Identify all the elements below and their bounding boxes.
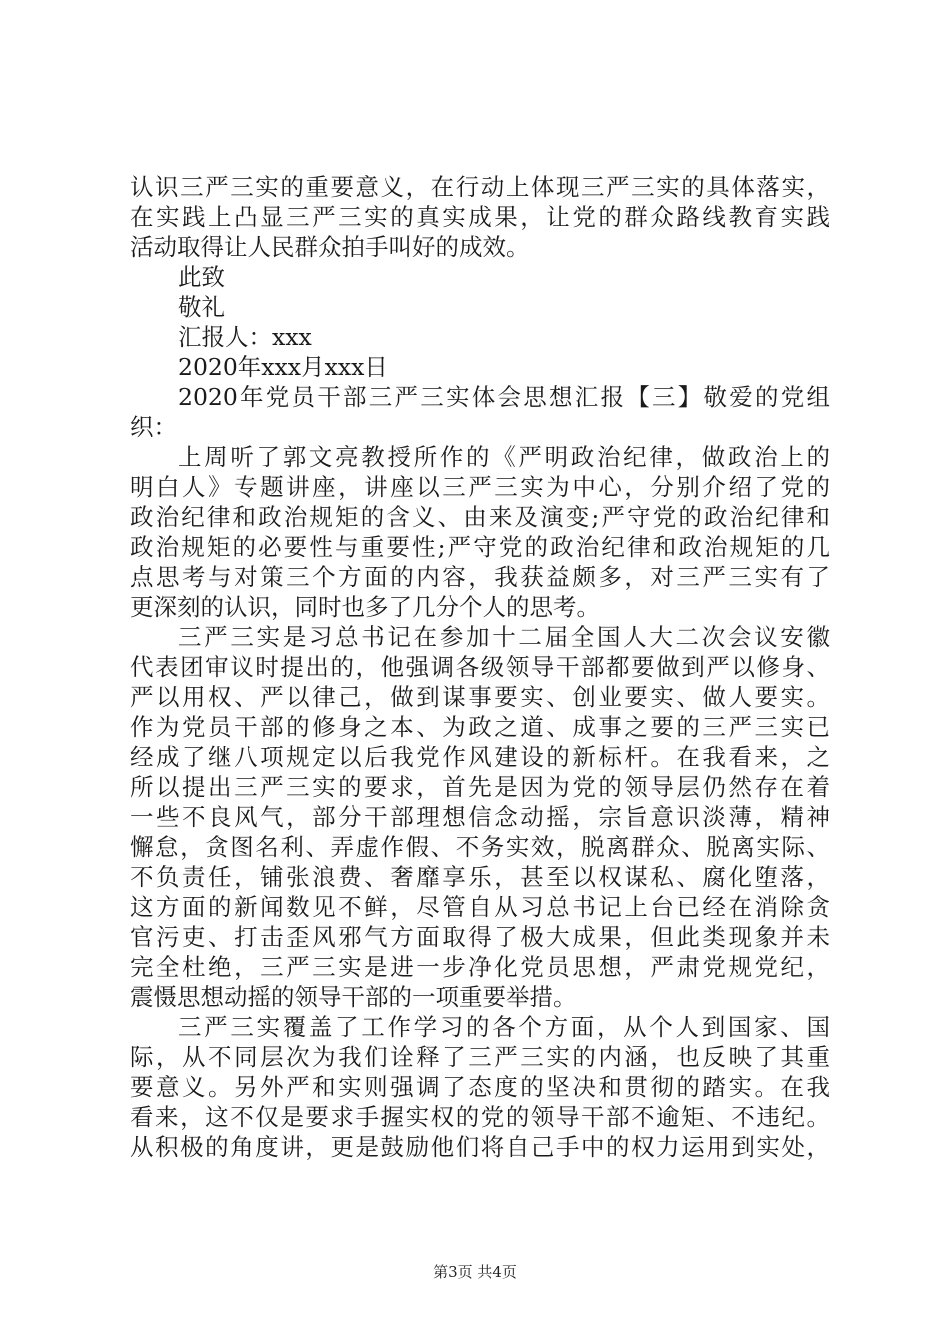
text-line: 作为党员干部的修身之本、为政之道、成事之要的三严三实已: [130, 713, 830, 741]
text-line: 敬礼: [178, 293, 225, 321]
text-line: 更深刻的认识，同时也多了几分个人的思考。: [130, 593, 600, 621]
text-line: 三严三实覆盖了工作学习的各个方面，从个人到国家、国: [178, 1013, 830, 1041]
text-line: 所以提出三严三实的要求，首先是因为党的领导层仍然存在着: [130, 773, 830, 801]
text-line: 2020年xxx月xxx日: [178, 353, 388, 381]
text-line: 活动取得让人民群众拍手叫好的成效。: [130, 233, 530, 261]
text-line: 汇报人：xxx: [178, 323, 312, 351]
text-line: 2020年党员干部三严三实体会思想汇报【三】敬爱的党组: [178, 383, 830, 411]
text-line: 这方面的新闻数见不鲜，尽管自从习总书记上台已经在消除贪: [130, 893, 830, 921]
text-line: 官污吏、打击歪风邪气方面取得了极大成果，但此类现象并未: [130, 923, 830, 951]
text-line: 政治规矩的必要性与重要性;严守党的政治纪律和政治规矩的几: [130, 533, 830, 561]
text-line: 不负责任，铺张浪费、奢靡享乐，甚至以权谋私、腐化堕落，: [130, 863, 830, 891]
text-line: 在实践上凸显三严三实的真实成果，让党的群众路线教育实践: [130, 203, 830, 231]
text-line: 完全杜绝，三严三实是进一步净化党员思想，严肃党规党纪，: [130, 953, 830, 981]
text-line: 点思考与对策三个方面的内容，我获益颇多，对三严三实有了: [130, 563, 830, 591]
text-line: 此致: [178, 263, 225, 291]
text-line: 代表团审议时提出的，他强调各级领导干部都要做到严以修身、: [130, 653, 830, 681]
document-body: [130, 172, 830, 1162]
text-line: 懈怠，贪图名利、弄虚作假、不务实效，脱离群众、脱离实际、: [130, 833, 830, 861]
text-line: 要意义。另外严和实则强调了态度的坚决和贯彻的踏实。在我: [130, 1073, 830, 1101]
text-line: 从积极的角度讲，更是鼓励他们将自己手中的权力运用到实处，: [130, 1133, 830, 1161]
text-line: 上周听了郭文亮教授所作的《严明政治纪律，做政治上的: [178, 443, 830, 471]
text-line: 经成了继八项规定以后我党作风建设的新标杆。在我看来，之: [130, 743, 830, 771]
page-footer: [0, 1262, 950, 1282]
text-line: 政治纪律和政治规矩的含义、由来及演变;严守党的政治纪律和: [130, 503, 830, 531]
text-line: 看来，这不仅是要求手握实权的党的领导干部不逾矩、不违纪。: [130, 1103, 830, 1131]
text-line: 严以用权、严以律己，做到谋事要实、创业要实、做人要实。: [130, 683, 830, 711]
text-line: 际，从不同层次为我们诠释了三严三实的内涵，也反映了其重: [130, 1043, 830, 1071]
page-number-label: 第3页 共4页: [433, 1263, 517, 1281]
text-line: 织：: [130, 413, 177, 441]
text-line: 明白人》专题讲座，讲座以三严三实为中心，分别介绍了党的: [130, 473, 830, 501]
text-line: 认识三严三实的重要意义，在行动上体现三严三实的具体落实，: [130, 173, 830, 201]
text-line: 一些不良风气，部分干部理想信念动摇，宗旨意识淡薄，精神: [130, 803, 830, 831]
text-line: 震慑思想动摇的领导干部的一项重要举措。: [130, 983, 577, 1011]
text-line: 三严三实是习总书记在参加十二届全国人大二次会议安徽: [178, 623, 830, 651]
